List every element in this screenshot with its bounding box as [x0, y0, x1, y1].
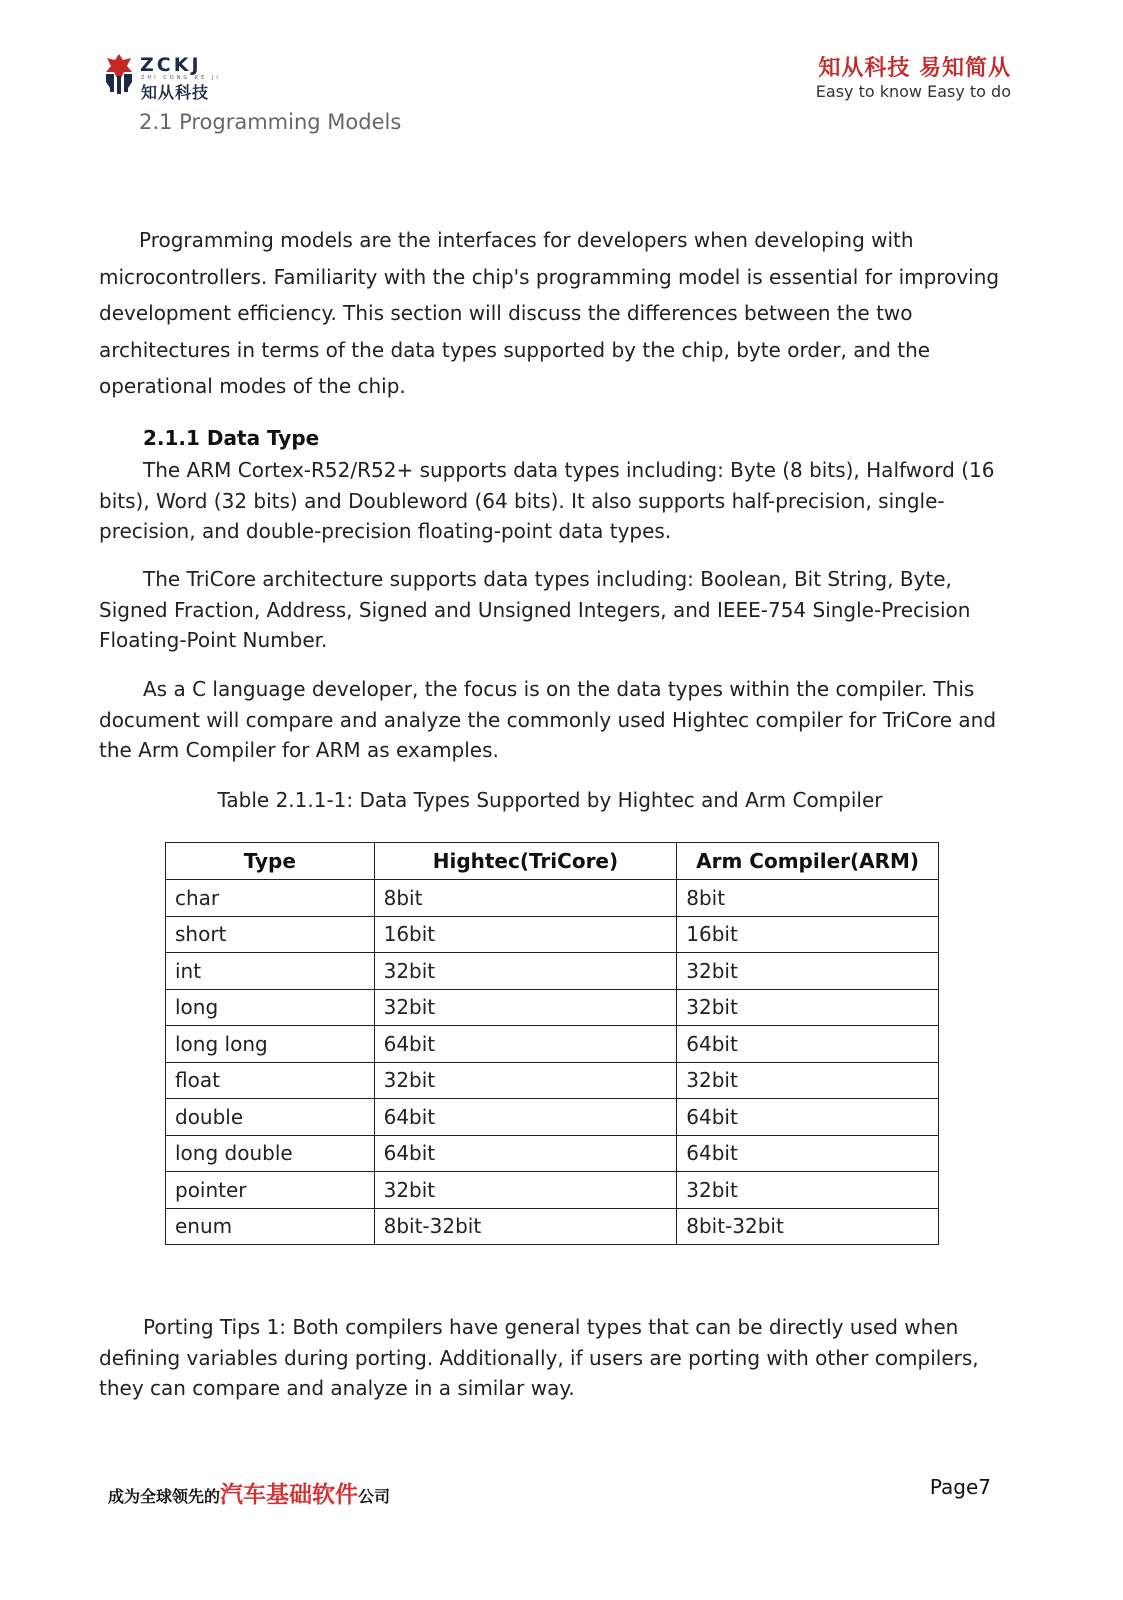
table-row — [166, 880, 939, 917]
cell-hightec: 8bit — [374, 880, 677, 917]
cell-hightec: 64bit — [374, 1135, 677, 1172]
cell-hightec: 64bit — [374, 1099, 677, 1136]
arm-data-types-paragraph: The ARM Cortex-R52/R52+ supports data types including: Byte (8 bits), Halfword (16 bits), Word (32 bits) and Doubleword (64 bits). It also supports half-precision, single-precision, and double-precision floating-point data types. — [99, 458, 995, 543]
cell-arm: 16bit — [677, 916, 939, 953]
logo-subtext: ZHI CONG KE JI — [141, 75, 221, 81]
table-row — [166, 1208, 939, 1245]
logo-emblem-icon — [104, 52, 134, 96]
table-row — [166, 953, 939, 990]
cell-type: double — [166, 1099, 375, 1136]
cell-type: int — [166, 953, 375, 990]
table-row — [166, 1172, 939, 1209]
data-types-table — [165, 842, 939, 1245]
table-row — [166, 1062, 939, 1099]
cell-arm: 64bit — [677, 1135, 939, 1172]
logo-chinese-name: 知从科技 — [141, 83, 210, 102]
c-developer-paragraph: As a C language developer, the focus is on the data types within the compiler. This document will compare and analyze the commonly used Hightec compiler for TriCore and the Arm Compiler for ARM as examples. — [99, 677, 997, 762]
cell-hightec: 64bit — [374, 1026, 677, 1063]
cell-hightec: 32bit — [374, 989, 677, 1026]
cell-arm: 64bit — [677, 1099, 939, 1136]
cell-type: short — [166, 916, 375, 953]
cell-type: long double — [166, 1135, 375, 1172]
cell-type: pointer — [166, 1172, 375, 1209]
column-header-type: Type — [166, 843, 375, 880]
cell-hightec: 32bit — [374, 1062, 677, 1099]
porting-tips-paragraph: Porting Tips 1: Both compilers have general types that can be directly used when defining variables during porting. Additionally, if users are porting with other compilers, they can compare and analyze in a similar way. — [99, 1315, 979, 1400]
table-caption: Table 2.1.1-1: Data Types Supported by Hightec and Arm Compiler — [217, 788, 883, 812]
column-header-arm: Arm Compiler(ARM) — [677, 843, 939, 880]
page-number: Page7 — [929, 1475, 991, 1499]
slogan-english: Easy to know Easy to do — [815, 82, 1011, 101]
cell-arm: 32bit — [677, 1062, 939, 1099]
tricore-data-types-paragraph: The TriCore architecture supports data types including: Boolean, Bit String, Byte, Signed Fraction, Address, Signed and Unsigned Integers, and IEEE-754 Single-Precision Floating-Point Number. — [99, 567, 971, 652]
slogan-chinese: 知从科技 易知简从 — [818, 56, 1011, 81]
footer-suffix: 公司 — [358, 1487, 391, 1506]
table-row — [166, 989, 939, 1026]
cell-type: float — [166, 1062, 375, 1099]
cell-arm: 8bit — [677, 880, 939, 917]
logo-mark: ZCKJ — [140, 54, 202, 76]
cell-hightec: 32bit — [374, 1172, 677, 1209]
cell-arm: 8bit-32bit — [677, 1208, 939, 1245]
cell-hightec: 32bit — [374, 953, 677, 990]
cell-type: long — [166, 989, 375, 1026]
cell-type: enum — [166, 1208, 375, 1245]
cell-arm: 32bit — [677, 1172, 939, 1209]
column-header-hightec: Hightec(TriCore) — [374, 843, 677, 880]
company-logo — [104, 52, 244, 100]
subsection-title: 2.1.1 Data Type — [143, 426, 320, 450]
table-row — [166, 1135, 939, 1172]
footer-highlight: 汽车基础软件 — [220, 1482, 359, 1508]
table-row — [166, 1026, 939, 1063]
cell-arm: 64bit — [677, 1026, 939, 1063]
table-row — [166, 916, 939, 953]
footer-slogan — [108, 1476, 390, 1509]
header-slogan — [816, 56, 1011, 102]
cell-arm: 32bit — [677, 953, 939, 990]
cell-hightec: 8bit-32bit — [374, 1208, 677, 1245]
table-row — [166, 1099, 939, 1136]
cell-arm: 32bit — [677, 989, 939, 1026]
footer-prefix: 成为全球领先的 — [108, 1487, 221, 1506]
intro-paragraph: Programming models are the interfaces for developers when developing with microcontrollers. Familiarity with the chip's programming model is essential for improving development efficiency. This section will discuss the differences between the two architectures in terms of the data types supported by the chip, byte order, and the operational modes of the chip. — [99, 228, 1000, 399]
section-title: 2.1 Programming Models — [139, 110, 402, 134]
cell-type: long long — [166, 1026, 375, 1063]
cell-type: char — [166, 880, 375, 917]
table-header-row — [166, 843, 939, 880]
cell-hightec: 16bit — [374, 916, 677, 953]
